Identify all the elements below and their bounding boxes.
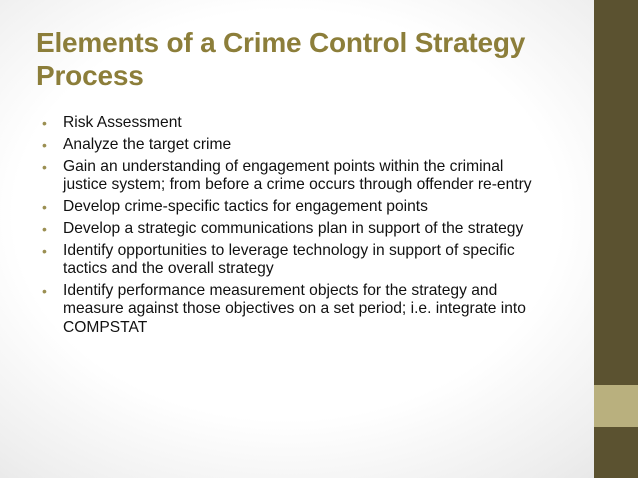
bullet-icon: • [42,136,47,153]
bullet-icon: • [42,115,47,131]
bullet-icon: • [42,198,47,215]
bullet-text: Gain an understanding of engagement points within the criminal justice system; from before a crime occurs through offender re-entry [63,157,532,194]
bullet-icon: • [42,242,47,259]
slide-title: Elements of a Crime Control Strategy Process [36,27,526,91]
bullet-text: Develop a strategic communications plan in support of the strategy [63,219,524,237]
bullet-item [40,158,550,195]
bullet-item [40,282,550,338]
bullet-text: Identify performance measurement objects for the strategy and measure against those objectives on a set period; i.e. integrate into COMPSTAT [63,281,526,337]
bullet-text: Develop crime-specific tactics for engagement points [63,197,428,215]
bullet-text: Risk Assessment [63,114,182,131]
bullet-item [40,242,550,279]
side-accent-block [594,385,638,427]
bullet-item [40,114,550,133]
bullet-item [40,198,550,217]
bullet-item [40,220,550,239]
bullet-text: Analyze the target crime [63,135,232,153]
bullet-list [40,114,550,341]
bullet-icon: • [42,158,47,175]
bullet-item [40,136,550,155]
bullet-text: Identify opportunities to leverage technology in support of specific tactics and the overall strategy [63,241,515,278]
bullet-icon: • [42,282,47,299]
bullet-icon: • [42,220,47,237]
